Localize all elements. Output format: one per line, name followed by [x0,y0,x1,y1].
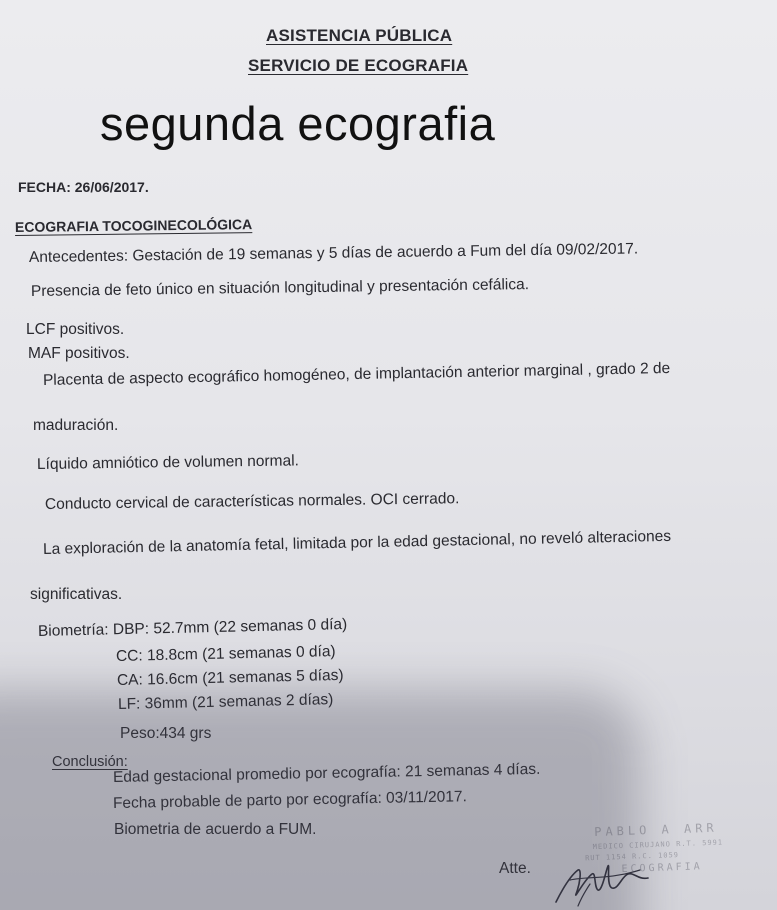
conducto-text: Conducto cervical de características normales. OCI cerrado. [44,490,460,513]
lcf-text: LCF positivos. [26,321,125,338]
service-name: SERVICIO DE ECOGRAFIA [248,56,469,75]
conclusion-biometria: Biometria de acuerdo a FUM. [114,821,317,838]
stamp-line2: MEDICO CIRUJANO R.T. 5991 [592,838,724,852]
biometria-dbp: Biometría: DBP: 52.7mm (22 semanas 0 día) [37,615,348,640]
biometria-lf: LF: 36mm (21 semanas 2 días) [117,691,334,713]
biometria-cc: CC: 18.8cm (21 semanas 0 día) [115,643,336,665]
handwritten-signature [548,840,658,910]
feto-text: Presencia de feto único en situación longitudinal y presentación cefálica. [30,276,530,300]
stamp-line4: ECOGRAFIA [621,861,703,876]
stamp-line3: RUT 1154 R.C. 1059 [584,851,680,863]
exploracion-text-line2: significativas. [30,586,123,603]
placenta-text-line2: maduración. [33,417,119,434]
institution-name: ASISTENCIA PÚBLICA [266,26,453,45]
conclusion-fecha-parto: Fecha probable de parto por ecografía: 03/11/2017. [112,788,467,812]
conclusion-label: Conclusión: [52,754,128,770]
biometria-peso: Peso:434 grs [120,725,212,742]
closing-atte: Atte. [499,860,531,877]
study-title: ECOGRAFIA TOCOGINECOLÓGICA [14,216,253,235]
antecedentes-text: Antecedentes: Gestación de 19 semanas y 5 días de acuerdo a Fum del día 09/02/2017. [28,240,639,266]
biometria-ca: CA: 16.6cm (21 semanas 5 días) [116,666,344,689]
maf-text: MAF positivos. [28,345,130,362]
placenta-text-line1: Placenta de aspecto ecográfico homogéneo, de implantación anterior marginal , grado 2 de [42,359,671,389]
stamp-name: PABLO A ARR [593,820,718,839]
report-date: FECHA: 26/06/2017. [18,179,149,195]
handwritten-title: segunda ecografia [100,97,496,150]
conclusion-edad: Edad gestacional promedio por ecografía: 21 semanas 4 días. [112,760,541,786]
exploracion-text-line1: La exploración de la anatomía fetal, limitada por la edad gestacional, no reveló alteraciones [42,527,672,558]
liquido-text: Líquido amniótico de volumen normal. [36,452,300,473]
